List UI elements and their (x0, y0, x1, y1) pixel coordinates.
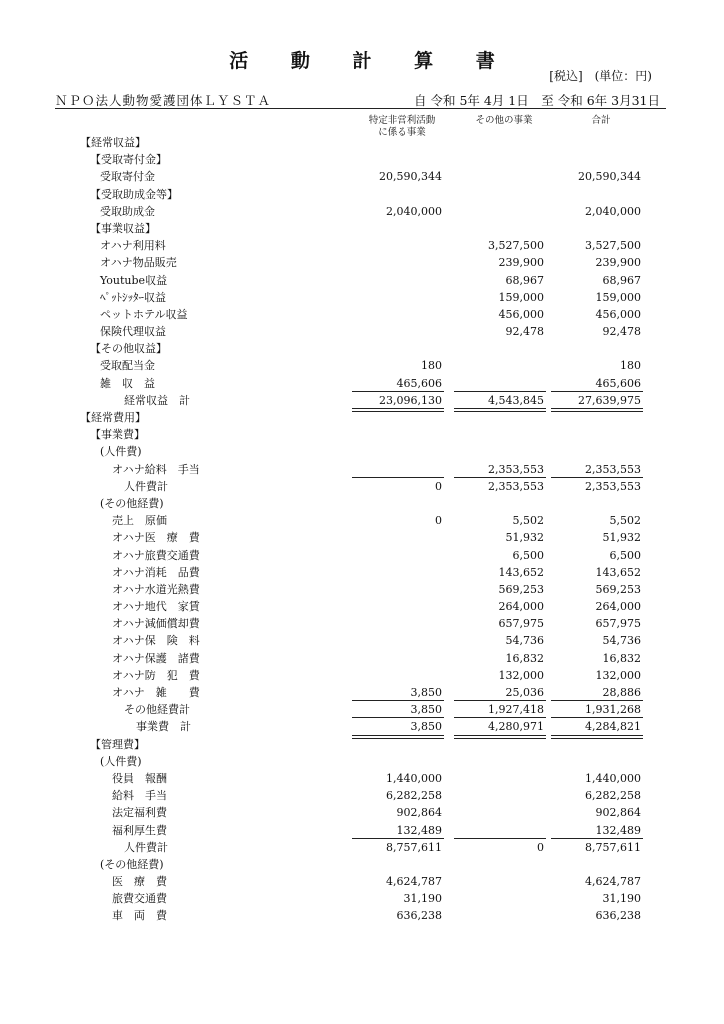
statement-row (0, 220, 724, 237)
row-value-c1: 2,040,000 (386, 204, 442, 218)
statement-row (0, 615, 724, 632)
row-value-c2: 456,000 (498, 307, 544, 321)
row-value-c2: 2,353,553 (488, 462, 544, 476)
statement-row (0, 598, 724, 615)
row-label: オハナ防 犯 費 (112, 668, 200, 682)
row-value-c1: 1,440,000 (386, 771, 442, 785)
statement-row (0, 306, 724, 323)
statement-row (0, 272, 724, 289)
row-value-c3: 569,253 (595, 582, 641, 596)
row-label: オハナ消耗 品費 (112, 565, 200, 579)
row-value-c3: 159,000 (595, 290, 641, 304)
statement-row (0, 512, 724, 529)
row-value-c3: 68,967 (602, 273, 641, 287)
row-label: 役員 報酬 (112, 771, 167, 785)
row-value-c2: 2,353,553 (488, 479, 544, 493)
row-value-c2: 54,736 (505, 634, 544, 648)
statement-row (0, 375, 724, 392)
row-value-c1: 636,238 (396, 909, 442, 923)
row-label: オハナ地代 家賃 (112, 600, 200, 614)
organization-name: ＮＰＯ法人動物愛護団体ＬＹＳＴＡ (55, 93, 272, 108)
statement-row (0, 409, 724, 426)
row-value-c1: 4,624,787 (386, 875, 442, 889)
row-label: 法定福利費 (112, 806, 167, 820)
row-value-c3: 3,527,500 (585, 239, 641, 253)
statement-table (0, 134, 724, 925)
statement-row (0, 186, 724, 203)
row-label: オハナ 雑 費 (112, 686, 200, 699)
row-value-c3: 4,624,787 (585, 875, 641, 889)
statement-row (0, 529, 724, 546)
row-value-c2: 569,253 (498, 582, 544, 596)
statement-row (0, 804, 724, 821)
row-value-c1: 902,864 (396, 806, 442, 820)
row-value-c3: 1,440,000 (585, 771, 641, 785)
row-value-c1: 3,850 (410, 686, 442, 699)
row-label: Youtube収益 (100, 273, 168, 287)
row-value-c2: 132,000 (498, 668, 544, 682)
statement-row (0, 718, 724, 735)
row-value-c2: 4,543,845 (488, 393, 544, 407)
row-label: 福利厚生費 (112, 823, 167, 837)
statement-row (0, 151, 724, 168)
statement-row (0, 787, 724, 804)
row-label: 受取助成金 (100, 204, 155, 218)
row-label: 【受取寄付金】 (90, 153, 167, 167)
row-value-c1: 20,590,344 (379, 170, 442, 184)
page-title: 活 動 計 算 書 (229, 50, 513, 72)
statement-row (0, 701, 724, 718)
row-value-c3: 51,932 (602, 531, 641, 545)
row-value-c3: 6,282,258 (585, 789, 641, 803)
row-label: 【受取助成金等】 (90, 187, 178, 201)
row-value-c2: 239,900 (498, 256, 544, 270)
statement-row (0, 547, 724, 564)
statement-row (0, 495, 724, 512)
statement-row (0, 203, 724, 220)
row-value-c2: 68,967 (505, 273, 544, 287)
statement-row (0, 426, 724, 443)
row-value-c1: 23,096,130 (379, 393, 442, 407)
row-value-c2: 1,927,418 (488, 703, 544, 717)
row-value-c3: 239,900 (595, 256, 641, 270)
row-label: (人件費) (100, 445, 142, 459)
row-label: (人件費) (100, 754, 142, 768)
statement-row (0, 340, 724, 357)
row-label: オハナ利用料 (100, 239, 166, 253)
statement-row (0, 168, 724, 185)
row-value-c3: 6,500 (609, 548, 641, 562)
statement-row (0, 839, 724, 856)
statement-row (0, 581, 724, 598)
row-label: 人件費計 (124, 479, 168, 493)
row-value-c3: 31,190 (602, 892, 641, 906)
row-value-c2: 3,527,500 (488, 239, 544, 253)
statement-row (0, 254, 724, 271)
row-label: (その他経費) (100, 857, 164, 871)
fiscal-period: 自 令和 5年 4月 1日 至 令和 6年 3月31日 (414, 93, 660, 108)
row-value-c1: 465,606 (396, 376, 442, 390)
row-value-c3: 2,040,000 (585, 204, 641, 218)
statement-row (0, 822, 724, 839)
statement-row (0, 564, 724, 581)
statement-row (0, 289, 724, 306)
row-label: 経常収益 計 (124, 393, 190, 407)
column-header-other-business: その他の事業 (475, 115, 533, 126)
statement-row (0, 392, 724, 409)
row-label: 【事業費】 (90, 428, 145, 442)
row-label: オハナ医 療 費 (112, 531, 200, 545)
row-value-c1: 180 (421, 359, 442, 373)
row-value-c3: 1,931,268 (585, 703, 641, 717)
statement-row (0, 357, 724, 374)
row-value-c2: 4,280,971 (488, 720, 544, 734)
row-label: 車 両 費 (112, 909, 167, 923)
row-label: オハナ旅費交通費 (112, 548, 200, 562)
statement-row (0, 667, 724, 684)
column-header-total: 合計 (591, 115, 611, 126)
statement-row (0, 478, 724, 495)
row-label: 旅費交通費 (112, 892, 167, 906)
row-value-c3: 2,353,553 (585, 462, 641, 476)
row-label: (その他経費) (100, 496, 164, 510)
row-value-c2: 264,000 (498, 600, 544, 614)
row-value-c1: 132,489 (396, 823, 442, 837)
row-label: ﾍﾟｯﾄｼｯﾀｰ収益 (100, 290, 166, 304)
statement-row (0, 907, 724, 924)
row-label: オハナ物品販売 (100, 256, 177, 270)
row-value-c3: 465,606 (595, 376, 641, 390)
row-label: 【経常収益】 (80, 136, 146, 149)
row-value-c1: 0 (435, 514, 442, 528)
row-value-c2: 92,478 (505, 325, 544, 339)
row-label: 【管理費】 (90, 737, 145, 751)
row-label: 【その他収益】 (90, 342, 167, 356)
row-label: オハナ保 険 料 (112, 634, 200, 648)
row-value-c3: 456,000 (595, 307, 641, 321)
row-value-c3: 54,736 (602, 634, 641, 648)
statement-row (0, 632, 724, 649)
row-value-c3: 16,832 (602, 651, 641, 665)
statement-row (0, 684, 724, 701)
row-value-c1: 0 (435, 479, 442, 493)
row-label: 人件費計 (124, 840, 168, 854)
row-value-c2: 51,932 (505, 531, 544, 545)
row-label: ペットホテル収益 (100, 307, 188, 321)
statement-row (0, 856, 724, 873)
row-label: その他経費計 (124, 703, 190, 717)
statement-row (0, 770, 724, 787)
statement-row (0, 650, 724, 667)
row-value-c2: 16,832 (505, 651, 544, 665)
row-label: 医 療 費 (112, 875, 167, 889)
row-value-c2: 25,036 (505, 686, 544, 699)
row-value-c3: 180 (620, 359, 641, 373)
row-label: オハナ給料 手当 (112, 462, 200, 476)
row-value-c3: 132,489 (595, 823, 641, 837)
row-value-c3: 5,502 (609, 514, 641, 528)
row-label: オハナ保護 諸費 (112, 651, 200, 665)
row-value-c2: 5,502 (512, 514, 544, 528)
row-value-c2: 6,500 (512, 548, 544, 562)
statement-row (0, 443, 724, 460)
row-value-c3: 902,864 (595, 806, 641, 820)
column-header-specified-nonprofit: 特定非営利活動 に係る事業 (368, 115, 436, 138)
statement-row (0, 237, 724, 254)
row-value-c3: 8,757,611 (585, 840, 641, 854)
row-value-c1: 31,190 (403, 892, 442, 906)
row-label: 保険代理収益 (100, 325, 166, 339)
row-value-c3: 636,238 (595, 909, 641, 923)
statement-row (0, 873, 724, 890)
row-value-c2: 0 (537, 840, 544, 854)
row-value-c2: 159,000 (498, 290, 544, 304)
statement-row (0, 890, 724, 907)
row-label: 受取配当金 (100, 359, 155, 373)
statement-row (0, 753, 724, 770)
row-value-c3: 20,590,344 (578, 170, 641, 184)
row-label: 事業費 計 (136, 720, 191, 734)
row-value-c3: 132,000 (595, 668, 641, 682)
row-value-c3: 92,478 (602, 325, 641, 339)
row-value-c3: 657,975 (595, 617, 641, 631)
row-label: 売上 原価 (112, 514, 167, 528)
row-label: 受取寄付金 (100, 170, 155, 184)
statement-row (0, 461, 724, 478)
row-label: オハナ水道光熱費 (112, 582, 200, 596)
row-value-c3: 143,652 (595, 565, 641, 579)
row-value-c1: 6,282,258 (386, 789, 442, 803)
row-label: オハナ減価償却費 (112, 617, 200, 631)
header-rule (55, 108, 666, 109)
row-value-c2: 143,652 (498, 565, 544, 579)
row-label: 【事業収益】 (90, 221, 156, 235)
row-value-c3: 4,284,821 (585, 720, 641, 734)
row-label: 【経常費用】 (80, 411, 146, 424)
row-value-c1: 8,757,611 (386, 840, 442, 854)
row-value-c3: 2,353,553 (585, 479, 641, 493)
statement-row (0, 323, 724, 340)
row-value-c1: 3,850 (410, 703, 442, 717)
row-value-c1: 3,850 (410, 720, 442, 734)
statement-row (0, 736, 724, 753)
row-value-c3: 28,886 (602, 686, 641, 699)
tax-unit-note: [税込] (単位：円) (549, 69, 652, 83)
row-value-c2: 657,975 (498, 617, 544, 631)
row-label: 給料 手当 (112, 789, 167, 803)
row-label: 雑 収 益 (100, 376, 155, 390)
statement-row (0, 134, 724, 151)
row-value-c3: 27,639,975 (578, 393, 641, 407)
row-value-c3: 264,000 (595, 600, 641, 614)
